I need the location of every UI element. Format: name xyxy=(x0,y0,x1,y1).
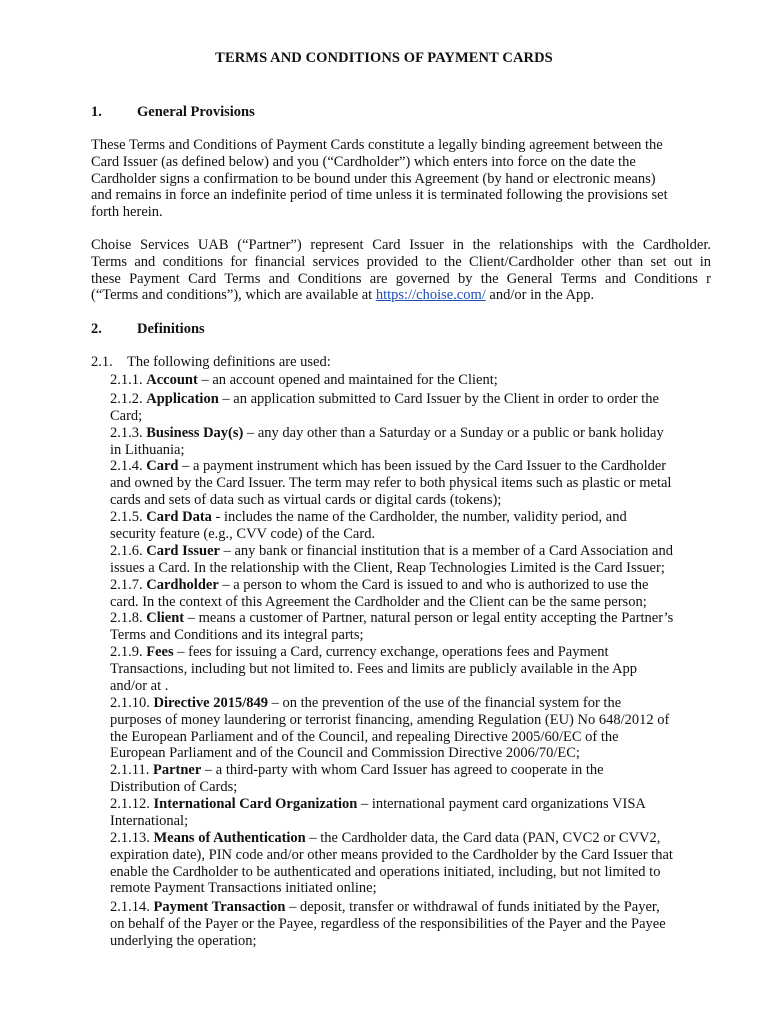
definition-term: Card Issuer xyxy=(146,543,220,559)
definition-line xyxy=(110,492,710,509)
definition-line xyxy=(110,560,710,577)
definition-text: – a payment instrument which has been issued by the Card Issuer to the Cardholder xyxy=(178,458,667,474)
choise-website-link[interactable]: https://choise.com/ xyxy=(375,287,486,304)
definition-text: International; xyxy=(110,812,189,829)
definition-term: Means of Authentication xyxy=(153,830,306,846)
definition-number: 2.1.5. xyxy=(110,509,143,525)
definition-text: Terms and Conditions and its integral parts; xyxy=(110,626,364,643)
definition-line xyxy=(110,916,710,933)
definition-item xyxy=(110,610,710,644)
definition-text: – means a customer of Partner, natural person or legal entity accepting the Partner’s xyxy=(184,610,674,626)
definition-line xyxy=(110,847,710,864)
definition-line xyxy=(110,543,710,560)
definition-term: Payment Transaction xyxy=(153,899,286,915)
definition-term: International Card Organization xyxy=(153,796,358,812)
definition-number: 2.1.1. xyxy=(110,372,143,388)
definition-text: – the Cardholder data, the Card data (PAN, CVC2 or CVV2, xyxy=(305,830,661,846)
definition-text: card. In the context of this Agreement the Cardholder and the Client can be the same person; xyxy=(110,593,647,610)
definition-text: the European Parliament and of the Council, and repealing Directive 2005/60/EC of the xyxy=(110,728,619,745)
section-2-title: Definitions xyxy=(137,321,205,337)
definition-line xyxy=(110,678,710,695)
definition-term: Directive 2015/849 xyxy=(153,695,268,711)
definition-text: cards and sets of data such as virtual cards or digital cards (tokens); xyxy=(110,491,502,508)
definition-text: – an application submitted to Card Issuer by the Client in order to order the xyxy=(218,391,659,407)
definition-line xyxy=(110,745,710,762)
definition-text: in Lithuania; xyxy=(110,441,185,458)
paragraph-line: Terms and conditions for financial services provided to the Client/Cardholder other than set out in xyxy=(91,253,711,270)
definition-line xyxy=(110,880,710,897)
paragraph-line: and remains in force an indefinite period of time unless it is terminated following the provisions set xyxy=(91,187,668,204)
definition-line xyxy=(110,729,710,746)
paragraph-line: these Payment Card Terms and Conditions are governed by the General Terms and Conditions r xyxy=(91,270,711,287)
definition-term: Card Data xyxy=(146,509,212,525)
definitions-lead-number: 2.1. xyxy=(91,354,113,370)
definition-text: Distribution of Cards; xyxy=(110,778,238,795)
definition-line xyxy=(110,661,710,678)
definition-text: – on the prevention of the use of the financial system for the xyxy=(268,695,622,711)
definition-text: expiration date), PIN code and/or other means provided to the Cardholder by the Card Issuer that xyxy=(110,846,673,863)
definition-item xyxy=(110,899,710,949)
definition-number: 2.1.9. xyxy=(110,644,143,660)
definition-line xyxy=(110,779,710,796)
paragraph-line: Card Issuer (as defined below) and you (“Cardholder”) which enters into force on the date the xyxy=(91,153,636,170)
definition-text: Card; xyxy=(110,407,143,424)
definition-text: remote Payment Transactions initiated online; xyxy=(110,880,377,897)
definition-term: Partner xyxy=(152,762,202,778)
definition-text: and/or at . xyxy=(110,677,169,694)
definition-term: Account xyxy=(146,372,198,388)
definition-line xyxy=(110,644,710,661)
definition-number: 2.1.2. xyxy=(110,391,143,407)
definition-item xyxy=(110,644,710,694)
definition-text: European Parliament and of the Council and Commission Directive 2006/70/EC; xyxy=(110,745,580,762)
definition-item xyxy=(110,796,710,830)
definition-term: Business Day(s) xyxy=(146,425,244,441)
definition-number: 2.1.3. xyxy=(110,425,143,441)
definition-text: - includes the name of the Cardholder, the number, validity period, and xyxy=(211,509,627,525)
definition-line xyxy=(110,594,710,611)
definition-line xyxy=(110,372,710,389)
definition-line xyxy=(110,577,710,594)
definition-item xyxy=(110,391,710,425)
page-title: TERMS AND CONDITIONS OF PAYMENT CARDS xyxy=(215,50,553,66)
definition-line xyxy=(110,627,710,644)
general-provisions-paragraph-1 xyxy=(91,137,711,221)
definition-text: purposes of money laundering or terrorist financing, amending Regulation (EU) No 648/2012 of xyxy=(110,711,670,728)
definition-line xyxy=(110,509,710,526)
definition-line xyxy=(110,864,710,881)
definition-number: 2.1.4. xyxy=(110,458,143,474)
definition-line xyxy=(110,475,710,492)
definition-text: – any day other than a Saturday or a Sunday or a public or bank holiday xyxy=(243,425,664,441)
definition-item xyxy=(110,762,710,796)
definition-line xyxy=(110,796,710,813)
section-1-number: 1. xyxy=(91,104,102,120)
definition-item xyxy=(110,458,710,508)
definition-text: – an account opened and maintained for the Client; xyxy=(197,372,498,388)
definition-term: Fees xyxy=(146,644,174,660)
definition-line xyxy=(110,813,710,830)
definition-text: – deposit, transfer or withdrawal of funds initiated by the Payer, xyxy=(285,899,660,915)
definition-line xyxy=(110,933,710,950)
definition-line xyxy=(110,391,710,408)
paragraph-line: These Terms and Conditions of Payment Cards constitute a legally binding agreement between the xyxy=(91,137,663,153)
definition-term: Client xyxy=(146,610,185,626)
definition-term: Card xyxy=(146,458,179,474)
definition-number: 2.1.10. xyxy=(110,695,150,711)
definition-line xyxy=(110,408,710,425)
definition-text: – a person to whom the Card is issued to and who is authorized to use the xyxy=(218,577,649,593)
section-1-title: General Provisions xyxy=(137,104,255,120)
definition-line xyxy=(110,610,710,627)
definition-text: security feature (e.g., CVV code) of the Card. xyxy=(110,525,376,542)
definition-text: – international payment card organizations VISA xyxy=(357,796,646,812)
paragraph-line-last xyxy=(91,287,711,304)
definitions-lead xyxy=(91,354,331,371)
definition-item xyxy=(110,372,710,389)
definition-item xyxy=(110,830,710,897)
definition-text: enable the Cardholder to be authenticated and operations initiated, including, but not limited to xyxy=(110,863,661,880)
section-1-heading xyxy=(91,104,255,121)
definition-item xyxy=(110,543,710,577)
definition-text: and owned by the Card Issuer. The term may refer to both physical items such as plastic or metal xyxy=(110,474,672,491)
definition-term: Cardholder xyxy=(146,577,219,593)
definition-text: underlying the operation; xyxy=(110,932,257,949)
definition-item xyxy=(110,509,710,543)
definition-line xyxy=(110,458,710,475)
definition-number: 2.1.12. xyxy=(110,796,150,812)
definition-line xyxy=(110,762,710,779)
general-provisions-paragraph-2 xyxy=(91,237,711,304)
definition-number: 2.1.14. xyxy=(110,899,150,915)
definition-text: on behalf of the Payer or the Payee, regardless of the responsibilities of the Payer and the Payee xyxy=(110,915,666,932)
definition-text: Transactions, including but not limited to. Fees and limits are publicly available in the App xyxy=(110,660,638,677)
definition-number: 2.1.8. xyxy=(110,610,143,626)
definition-text: issues a Card. In the relationship with the Client, Reap Technologies Limited is the Card Issuer; xyxy=(110,559,665,576)
definition-line xyxy=(110,899,710,916)
definition-number: 2.1.13. xyxy=(110,830,150,846)
definition-term: Application xyxy=(146,391,219,407)
definition-text: – any bank or financial institution that is a member of a Card Association and xyxy=(219,543,673,559)
definition-item xyxy=(110,425,710,459)
definition-number: 2.1.7. xyxy=(110,577,143,593)
definition-number: 2.1.11. xyxy=(110,762,150,778)
app-text: and/or in the App. xyxy=(485,287,595,304)
section-2-heading xyxy=(91,321,205,338)
section-2-number: 2. xyxy=(91,321,102,337)
definition-line xyxy=(110,712,710,729)
definition-line xyxy=(110,442,710,459)
paragraph-line: Choise Services UAB (“Partner”) represent Card Issuer in the relationships with the Cardholder. xyxy=(91,237,711,253)
terms-text: (“Terms and conditions”), which are available at xyxy=(91,287,376,304)
definition-text: – a third-party with whom Card Issuer has agreed to cooperate in the xyxy=(201,762,604,778)
definition-number: 2.1.6. xyxy=(110,543,143,559)
paragraph-line: Cardholder signs a confirmation to be bound under this Agreement (by hand or electronic means) xyxy=(91,170,656,187)
paragraph-line: forth herein. xyxy=(91,204,163,221)
definition-line xyxy=(110,526,710,543)
definitions-lead-text: The following definitions are used: xyxy=(127,354,331,370)
definition-line xyxy=(110,830,710,847)
definition-item xyxy=(110,695,710,762)
definition-line xyxy=(110,425,710,442)
definition-item xyxy=(110,577,710,611)
definition-line xyxy=(110,695,710,712)
definition-text: – fees for issuing a Card, currency exchange, operations fees and Payment xyxy=(173,644,609,660)
